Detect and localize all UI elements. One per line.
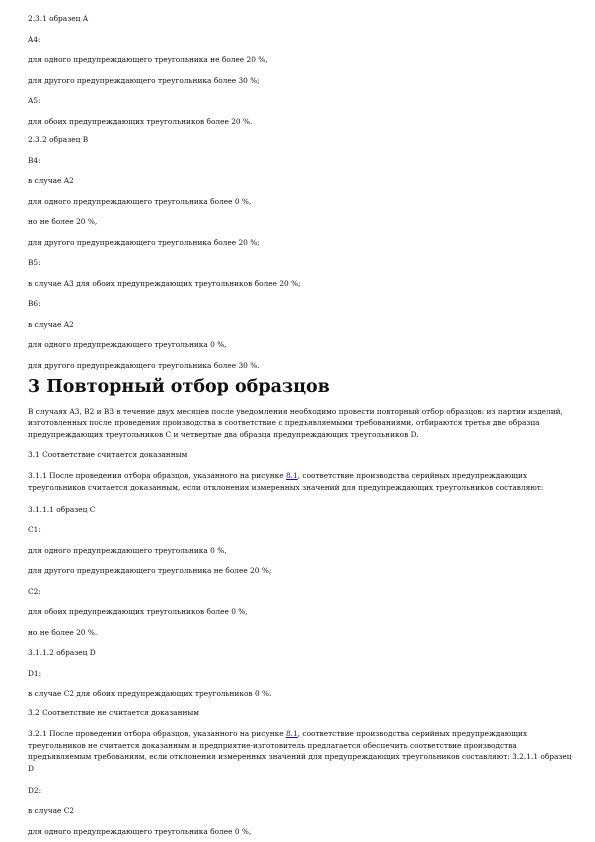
case-b6-line-3: для другого предупреждающего треугольника более 30 %. xyxy=(28,360,260,370)
clause-3-2-1 xyxy=(28,728,573,774)
case-c2-line-1: для обоих предупреждающих треугольников более 0 %, xyxy=(28,607,248,616)
section-heading: 3 Повторный отбор образцов xyxy=(28,376,330,397)
case-b6-line-1: в случае A2 xyxy=(28,319,74,329)
case-b6-label: B6: xyxy=(28,299,41,308)
document-page xyxy=(28,14,573,836)
case-c1-line-2: для другого предупреждающего треугольника не более 20 %; xyxy=(28,566,272,575)
case-d1-label: D1: xyxy=(28,668,42,678)
case-d2-line-2: для одного предупреждающего треугольника более 0 %, xyxy=(28,826,252,836)
case-d2-line-1: в случае C2 xyxy=(28,806,75,815)
case-b5-line: в случае A3 для обоих предупреждающих треугольников более 20 %; xyxy=(28,278,301,288)
clause-3-2-title: 3.2 Соответствие не считается доказанным xyxy=(28,707,200,717)
figure-reference-link[interactable]: 8.1 xyxy=(285,729,298,738)
clause-3-1-1-text-post: , соответствие производства серийных предупреждающих треугольников считается доказанным, если отклонения измеренных значений для предупреждающих треугольников составляют: xyxy=(28,471,544,492)
clause-2-3-1: 2.3.1 образец A xyxy=(28,14,89,23)
case-b4-line-2: для одного предупреждающего треугольника более 0 %, xyxy=(28,196,252,206)
clause-3-1-1-1: 3.1.1.1 образец C xyxy=(28,504,96,514)
case-c1-label: C1: xyxy=(28,525,41,534)
case-b5-label: B5: xyxy=(28,258,41,267)
section-intro: В случаях A3, B2 и B3 в течение двух месяцев после уведомления необходимо провести повторный отбор образцов: из партии изделий, изготовленных после проведения производства в соответствие с предъявляемыми требованиями, отбираются третья две образца предупреждающих треугольников C и четвертые два образца предупреждающих треугольников D. xyxy=(28,406,563,439)
case-a4-label: A4: xyxy=(28,34,41,44)
clause-3-1-1 xyxy=(28,470,573,493)
case-c2-label: C2: xyxy=(28,586,41,596)
case-b4-line-4: для другого предупреждающего треугольника более 20 %; xyxy=(28,237,260,247)
clause-2-3-2: 2.3.2 образец B xyxy=(28,135,89,144)
case-a5-line: для обоих предупреждающих треугольников более 20 %. xyxy=(28,116,253,126)
case-a5-label: A5: xyxy=(28,96,41,105)
case-b4-line-3: но не более 20 %, xyxy=(28,217,98,226)
clause-3-1-title: 3.1 Соответствие считается доказанным xyxy=(28,449,188,459)
figure-reference-link[interactable]: 8.1 xyxy=(285,471,298,480)
clause-3-1-1-text-pre: 3.1.1 После проведения отбора образцов, указанного на рисунке xyxy=(28,471,286,480)
case-a4-line-2: для другого предупреждающего треугольника более 30 %; xyxy=(28,75,260,85)
case-b6-line-2: для одного предупреждающего треугольника 0 %, xyxy=(28,340,227,349)
clause-3-1-1-2: 3.1.1.2 образец D xyxy=(28,648,96,657)
clause-3-2-1-text-pre: 3.2.1 После проведения отбора образцов, указанного на рисунке xyxy=(28,729,286,738)
case-b4-label: B4: xyxy=(28,155,41,165)
case-b4-line-1: в случае A2 xyxy=(28,176,74,185)
case-a4-line-1: для одного предупреждающего треугольника не более 20 %, xyxy=(28,55,268,64)
case-d2-label: D2: xyxy=(28,785,42,795)
case-c1-line-1: для одного предупреждающего треугольника 0 %, xyxy=(28,545,227,555)
case-c2-line-2: но не более 20 %. xyxy=(28,627,98,637)
case-d1-line: в случае C2 для обоих предупреждающих треугольников 0 %. xyxy=(28,689,272,698)
clause-3-2-1-text-post: , соответствие производства серийных предупреждающих треугольников не считается доказанным и предприятие-изготовитель предлагается обеспечить соответствие производства предъявляемым требованиям, если отклонения измеренных значений для предупреждающих треугольников составляют: 3.2.1.1 образец D xyxy=(28,729,572,773)
